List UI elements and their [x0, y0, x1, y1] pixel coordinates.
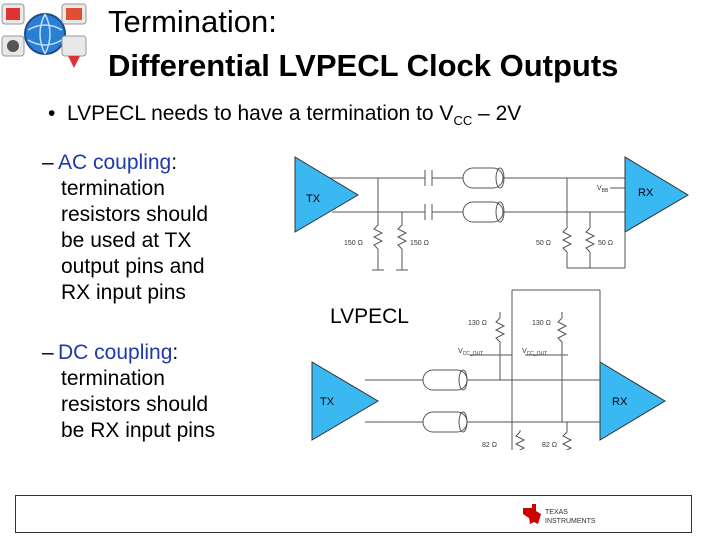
slide-title-line2: Differential LVPECL Clock Outputs — [108, 48, 619, 83]
vcc-out-label-2: $V_{CC\_OUT}$ — [522, 348, 548, 357]
dc-rx-triangle — [600, 362, 665, 440]
main-bullet — [48, 100, 521, 130]
ac-tx-label: TX — [306, 193, 321, 205]
ac-colon: : — [171, 151, 178, 174]
ac-rx-triangle — [625, 157, 688, 232]
ac-line: termination — [61, 177, 165, 200]
dc-line: resistors should — [61, 393, 209, 416]
ac-rx-label: RX — [638, 187, 654, 199]
r150b-label: 150 Ω — [410, 240, 429, 247]
texas-state-icon — [523, 504, 541, 524]
vcc-out-label-1: $V_{CC\_OUT}$ — [458, 348, 484, 357]
dc-tx-label: TX — [320, 396, 335, 408]
dc-line: termination — [61, 367, 165, 390]
termination-schematic — [290, 145, 700, 450]
r130b-label: 130 Ω — [532, 320, 551, 327]
vbb-label: $V_{BB}$ — [597, 185, 609, 194]
r82b-label: 82 Ω — [542, 442, 557, 449]
dc-coupling-item — [42, 340, 272, 444]
r50a-label: 50 Ω — [536, 240, 551, 247]
slide-title-line1: Termination: — [108, 4, 277, 39]
dc-colon: : — [172, 341, 179, 364]
bullet-text: LVPECL needs to have a termination to V — [67, 102, 454, 125]
ti-logo — [520, 502, 620, 528]
ac-line: output pins and — [61, 255, 205, 278]
ti-logo-line2: INSTRUMENTS — [545, 518, 596, 525]
dc-line: be RX input pins — [61, 419, 216, 442]
ac-line: RX input pins — [61, 281, 186, 304]
ac-tx-triangle — [295, 157, 358, 232]
r82a-label: 82 Ω — [482, 442, 497, 449]
dc-rx-label: RX — [612, 396, 628, 408]
dc-label: DC coupling — [58, 341, 173, 364]
bullet-dot: • — [48, 102, 68, 125]
diagram-caption: LVPECL — [330, 305, 409, 328]
ac-line: resistors should — [61, 203, 209, 226]
ac-line: be used at TX — [61, 229, 192, 252]
dc-dash: – — [42, 341, 54, 364]
bullet-text-after: – 2V — [472, 102, 522, 125]
ac-label: AC coupling — [58, 151, 172, 174]
r130a-label: 130 Ω — [468, 320, 487, 327]
ac-dash: – — [42, 151, 54, 174]
bullet-subscript: CC — [453, 113, 473, 128]
course-logo-icon — [0, 0, 100, 72]
ac-coupling-item — [42, 150, 272, 306]
r50b-label: 50 Ω — [598, 240, 613, 247]
r150a-label: 150 Ω — [344, 240, 363, 247]
ti-logo-line1: TEXAS — [545, 509, 568, 516]
